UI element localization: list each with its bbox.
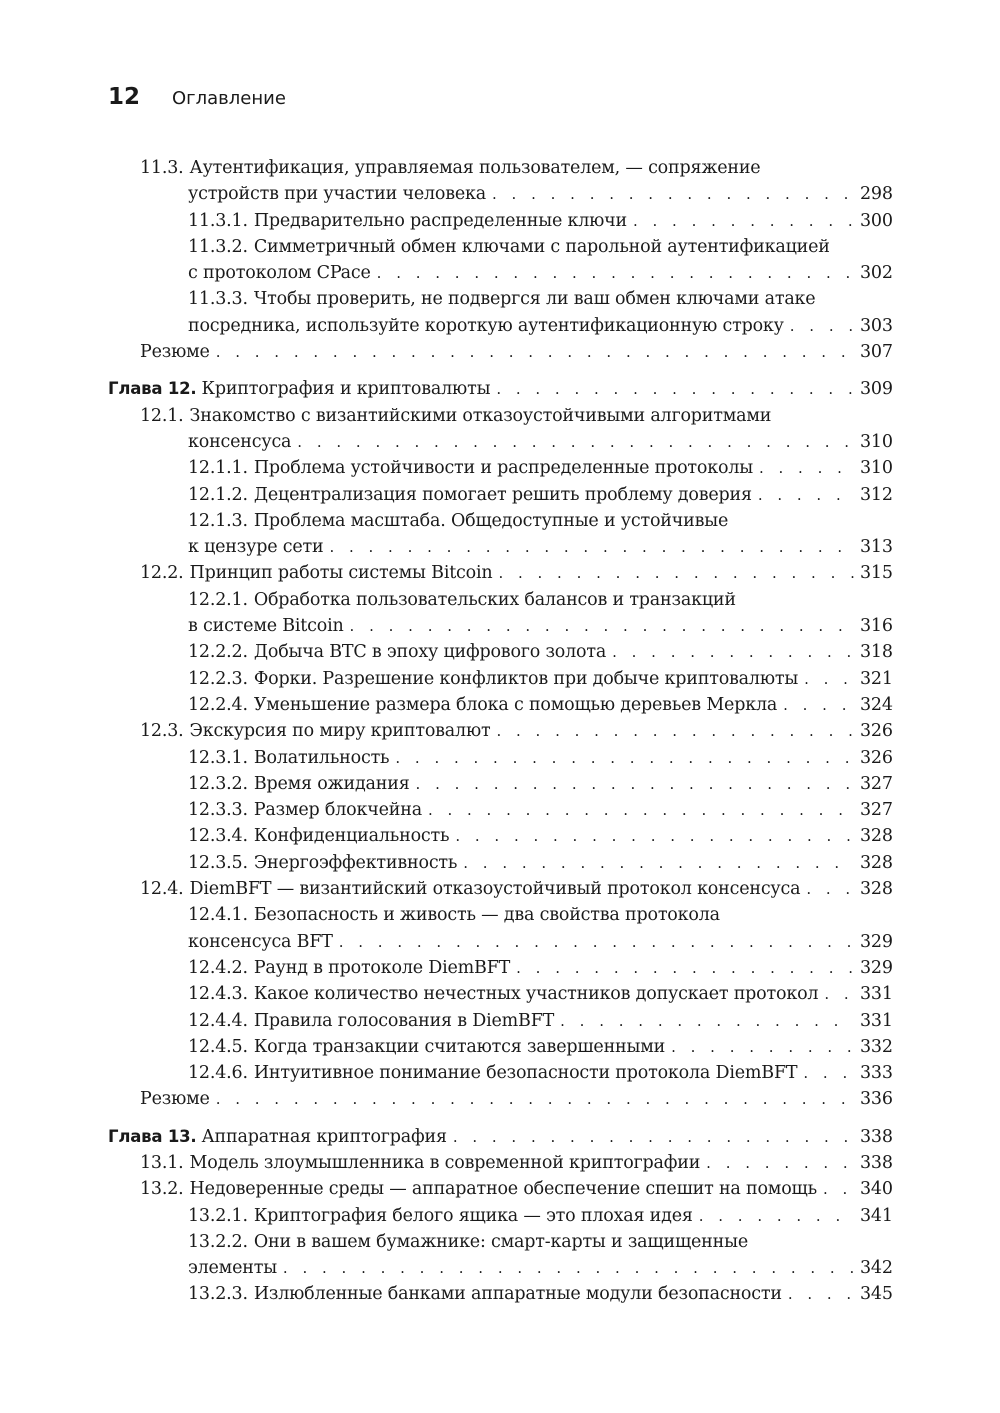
toc-title: Экскурсия по миру криптовалют [189, 721, 491, 742]
section-number: 12.3.2. [188, 773, 248, 794]
dot-leader [706, 1150, 854, 1176]
toc-page-number: 298 [860, 184, 893, 205]
toc-line [140, 403, 890, 429]
toc-entry[interactable] [0, 797, 1000, 823]
section-number: 12.1.2. [188, 484, 248, 505]
toc-title: Проблема масштаба. Общедоступные и устойчивые [253, 510, 729, 531]
toc-title: Аппаратная криптография [201, 1126, 447, 1147]
toc-line [188, 1060, 893, 1086]
toc-page-number: 326 [860, 721, 893, 742]
toc-title: DiemBFT — византийский отказоустойчивый протокол консенсуса [189, 879, 801, 900]
toc-entry[interactable] [0, 339, 1000, 365]
dot-leader [516, 955, 854, 981]
toc-entry[interactable] [0, 560, 1000, 586]
toc-entry[interactable] [0, 376, 1000, 402]
toc-line [140, 1150, 893, 1176]
dot-leader [788, 1281, 854, 1307]
section-number: 13.2.3. [188, 1284, 248, 1305]
toc-line [188, 534, 893, 560]
dot-leader [612, 639, 854, 665]
toc-entry[interactable] [0, 155, 1000, 208]
chapter-prefix: Глава 13. [108, 1126, 197, 1146]
toc-line [188, 208, 893, 234]
dot-leader [395, 745, 854, 771]
section-number: 11.3.2. [188, 236, 248, 257]
toc-title: Принцип работы системы Bitcoin [189, 563, 493, 584]
toc-line [140, 155, 890, 181]
toc-page-number: 303 [860, 315, 893, 336]
toc-title: Предварительно распределенные ключи [253, 210, 627, 231]
toc-page-number: 341 [860, 1205, 893, 1226]
section-number: 13.1. [140, 1152, 184, 1173]
chapter-prefix: Глава 12. [108, 379, 197, 399]
toc-entry[interactable] [0, 403, 1000, 456]
toc-entry[interactable] [0, 455, 1000, 481]
toc-page-number: 302 [860, 263, 893, 284]
dot-leader [350, 613, 854, 639]
toc-page-number: 310 [860, 458, 893, 479]
toc-line [188, 508, 890, 534]
toc-title: Аутентификация, управляемая пользователем, — сопряжение [189, 158, 761, 178]
section-number: 12.3.4. [188, 826, 248, 847]
toc-page-number: 327 [860, 800, 893, 821]
toc-entry[interactable] [0, 1281, 1000, 1307]
section-number: 12.2.2. [188, 642, 248, 663]
toc-page-number: 309 [860, 379, 893, 400]
toc-entry[interactable] [0, 692, 1000, 718]
toc-page-number: 333 [860, 1063, 893, 1084]
toc-line [188, 1281, 893, 1307]
section-number: 12.1. [140, 405, 184, 426]
toc-page-number: 300 [860, 210, 893, 231]
dot-leader [824, 981, 854, 1007]
toc-title: Размер блокчейна [253, 800, 422, 821]
dot-leader [498, 560, 854, 586]
toc-title-continued: с протоколом CPace [188, 263, 371, 284]
dot-leader [496, 718, 854, 744]
toc-line [188, 482, 893, 508]
toc-page-number: 328 [860, 826, 893, 847]
toc-title: Волатильность [253, 747, 390, 768]
toc-line [188, 666, 893, 692]
toc-entry[interactable] [0, 902, 1000, 955]
toc-line [188, 1255, 893, 1281]
toc-page-number: 316 [860, 616, 893, 637]
section-number: 12.4.5. [188, 1036, 248, 1057]
toc-entry[interactable] [0, 850, 1000, 876]
section-number: 13.2.2. [188, 1231, 248, 1252]
toc-line [188, 234, 890, 260]
dot-leader [758, 482, 854, 508]
section-number: 12.4.6. [188, 1063, 248, 1084]
dot-leader [329, 534, 854, 560]
dot-leader [339, 929, 854, 955]
toc-line [188, 181, 893, 207]
toc-page-number: 331 [860, 984, 893, 1005]
toc-line [140, 1086, 893, 1112]
toc-page-number: 329 [860, 931, 893, 952]
toc-line [188, 850, 893, 876]
toc-entry[interactable] [0, 1229, 1000, 1282]
toc-line [188, 771, 893, 797]
table-of-contents [0, 155, 1000, 1308]
toc-entry[interactable] [0, 508, 1000, 561]
toc-title: Резюме [140, 1089, 210, 1110]
page-header [108, 84, 286, 120]
toc-entry[interactable] [0, 1060, 1000, 1086]
dot-leader [283, 1255, 854, 1281]
toc-title: Излюбленные банками аппаратные модули безопасности [253, 1284, 782, 1305]
toc-page-number: 312 [860, 484, 893, 505]
toc-entry[interactable] [0, 666, 1000, 692]
toc-line [188, 639, 893, 665]
toc-title: Форки. Разрешение конфликтов при добыче криптовалюты [253, 668, 799, 689]
toc-entry[interactable] [0, 1034, 1000, 1060]
section-number: 12.4. [140, 879, 184, 900]
toc-title: Чтобы проверить, не подвергся ли ваш обмен ключами атаке [253, 289, 816, 310]
section-number: 12.2. [140, 563, 184, 584]
toc-title-continued: консенсуса BFT [188, 931, 333, 952]
toc-entry[interactable] [0, 234, 1000, 287]
toc-line [188, 1008, 893, 1034]
toc-line [188, 745, 893, 771]
toc-line [188, 981, 893, 1007]
toc-line [188, 313, 893, 339]
section-number: 12.3.5. [188, 852, 248, 873]
section-number: 12.2.3. [188, 668, 248, 689]
toc-entry[interactable] [0, 1176, 1000, 1202]
toc-title: Энергоэффективность [253, 852, 458, 873]
section-number: 13.2.1. [188, 1205, 248, 1226]
toc-line [188, 955, 893, 981]
toc-entry[interactable] [0, 981, 1000, 1007]
dot-leader [428, 797, 854, 823]
toc-entry[interactable] [0, 1124, 1000, 1150]
section-number: 12.2.1. [188, 589, 248, 610]
toc-page-number: 340 [860, 1179, 893, 1200]
toc-title-continued: к цензуре сети [188, 537, 324, 558]
dot-leader [463, 850, 854, 876]
section-number: 12.4.4. [188, 1010, 248, 1031]
toc-title-continued: устройств при участии человека [188, 184, 487, 205]
toc-line [140, 876, 893, 902]
toc-entry[interactable] [0, 286, 1000, 339]
toc-title: Резюме [140, 342, 210, 363]
toc-page-number: 327 [860, 773, 893, 794]
toc-line [188, 455, 893, 481]
toc-page-number: 307 [860, 342, 893, 363]
toc-entry[interactable] [0, 745, 1000, 771]
toc-page-number: 331 [860, 1010, 893, 1031]
toc-line [188, 260, 893, 286]
toc-entry[interactable] [0, 955, 1000, 981]
toc-title: Безопасность и живость — два свойства протокола [253, 905, 720, 926]
toc-line [140, 560, 893, 586]
toc-title: Какое количество нечестных участников допускает протокол [253, 984, 819, 1005]
section-number: 12.4.3. [188, 984, 248, 1005]
dot-leader [671, 1034, 854, 1060]
toc-page-number: 315 [860, 563, 893, 584]
toc-page-number: 345 [860, 1284, 893, 1305]
dot-leader [216, 339, 854, 365]
section-number: 12.3.1. [188, 747, 248, 768]
toc-entry[interactable] [0, 1203, 1000, 1229]
toc-line [188, 613, 893, 639]
toc-title-continued: посредника, используйте короткую аутентификационную строку [188, 315, 784, 336]
toc-line [188, 929, 893, 955]
toc-entry[interactable] [0, 208, 1000, 234]
toc-title: Они в вашем бумажнике: смарт-карты и защищенные [253, 1231, 748, 1252]
toc-title: Недоверенные среды — аппаратное обеспечение спешит на помощь [189, 1179, 817, 1200]
toc-page-number: 338 [860, 1126, 893, 1147]
toc-page-number: 338 [860, 1152, 893, 1173]
toc-title: Обработка пользовательских балансов и транзакций [253, 589, 736, 610]
section-number: 12.2.4. [188, 694, 248, 715]
toc-line [140, 718, 893, 744]
section-number: 12.3. [140, 721, 184, 742]
toc-page-number: 329 [860, 957, 893, 978]
toc-title: Добыча BTC в эпоху цифрового золота [253, 642, 607, 663]
toc-title-continued: элементы [188, 1258, 277, 1279]
dot-leader [455, 823, 854, 849]
toc-page-number: 342 [860, 1258, 893, 1279]
section-number: 11.3. [140, 158, 184, 178]
toc-line [188, 902, 890, 928]
section-number: 12.1.1. [188, 458, 248, 479]
dot-leader [453, 1124, 854, 1150]
toc-entry[interactable] [0, 639, 1000, 665]
toc-entry[interactable] [0, 771, 1000, 797]
toc-page-number: 310 [860, 431, 893, 452]
toc-line [188, 1034, 893, 1060]
toc-title: Раунд в протоколе DiemBFT [253, 957, 511, 978]
dot-leader [803, 1060, 854, 1086]
toc-entry[interactable] [0, 1086, 1000, 1112]
toc-title: Децентрализация помогает решить проблему доверия [253, 484, 752, 505]
toc-title-continued: консенсуса [188, 431, 292, 452]
toc-title: Когда транзакции считаются завершенными [253, 1036, 666, 1057]
toc-line [140, 339, 893, 365]
dot-leader [377, 260, 854, 286]
toc-page-number: 324 [860, 694, 893, 715]
toc-title: Криптография и криптовалюты [201, 379, 491, 400]
dot-leader [790, 313, 854, 339]
toc-title: Интуитивное понимание безопасности протокола DiemBFT [253, 1063, 798, 1084]
toc-line [188, 286, 890, 312]
dot-leader [759, 455, 854, 481]
toc-line [188, 1229, 890, 1255]
toc-line [108, 1124, 893, 1150]
dot-leader [560, 1008, 854, 1034]
toc-entry[interactable] [0, 823, 1000, 849]
toc-entry[interactable] [0, 587, 1000, 640]
toc-entry[interactable] [0, 718, 1000, 744]
toc-entry[interactable] [0, 876, 1000, 902]
toc-title: Модель злоумышленника в современной криптографии [189, 1152, 701, 1173]
dot-leader [783, 692, 854, 718]
toc-title: Правила голосования в DiemBFT [253, 1010, 555, 1031]
section-number: 11.3.1. [188, 210, 248, 231]
dot-leader [823, 1176, 854, 1202]
toc-page-number: 321 [860, 668, 893, 689]
toc-line [188, 692, 893, 718]
toc-entry[interactable] [0, 1150, 1000, 1176]
toc-page-number: 328 [860, 852, 893, 873]
toc-line [188, 429, 893, 455]
toc-page-number: 328 [860, 879, 893, 900]
dot-leader [416, 771, 854, 797]
section-number: 12.1.3. [188, 510, 248, 531]
toc-line [188, 823, 893, 849]
dot-leader [699, 1203, 854, 1229]
section-number: 11.3.3. [188, 289, 248, 310]
section-number: 13.2. [140, 1179, 184, 1200]
toc-page-number: 318 [860, 642, 893, 663]
dot-leader [492, 181, 854, 207]
section-number: 12.3.3. [188, 800, 248, 821]
toc-page-number: 332 [860, 1036, 893, 1057]
toc-page-number: 326 [860, 747, 893, 768]
section-number: 12.4.1. [188, 905, 248, 926]
toc-title: Проблема устойчивости и распределенные протоколы [253, 458, 753, 479]
dot-leader [496, 376, 854, 402]
toc-title: Время ожидания [253, 773, 410, 794]
toc-page-number: 336 [860, 1089, 893, 1110]
toc-line [140, 1176, 893, 1202]
running-title: Оглавление [172, 88, 286, 109]
toc-title: Конфиденциальность [253, 826, 450, 847]
toc-title: Симметричный обмен ключами с парольной аутентификацией [253, 236, 830, 257]
toc-entry[interactable] [0, 1008, 1000, 1034]
toc-title: Криптография белого ящика — это плохая идея [253, 1205, 693, 1226]
toc-entry[interactable] [0, 482, 1000, 508]
toc-line [108, 376, 893, 402]
dot-leader [804, 666, 854, 692]
dot-leader [806, 876, 854, 902]
toc-title: Знакомство с византийскими отказоустойчивыми алгоритмами [189, 405, 772, 426]
dot-leader [216, 1086, 854, 1112]
toc-line [188, 797, 893, 823]
dot-leader [297, 429, 854, 455]
toc-title-continued: в системе Bitcoin [188, 616, 344, 637]
toc-line [188, 587, 890, 613]
page-number: 12 [108, 84, 141, 110]
toc-page-number: 313 [860, 537, 893, 558]
section-number: 12.4.2. [188, 957, 248, 978]
dot-leader [633, 208, 854, 234]
toc-line [188, 1203, 893, 1229]
toc-title: Уменьшение размера блока с помощью деревьев Меркла [253, 694, 778, 715]
